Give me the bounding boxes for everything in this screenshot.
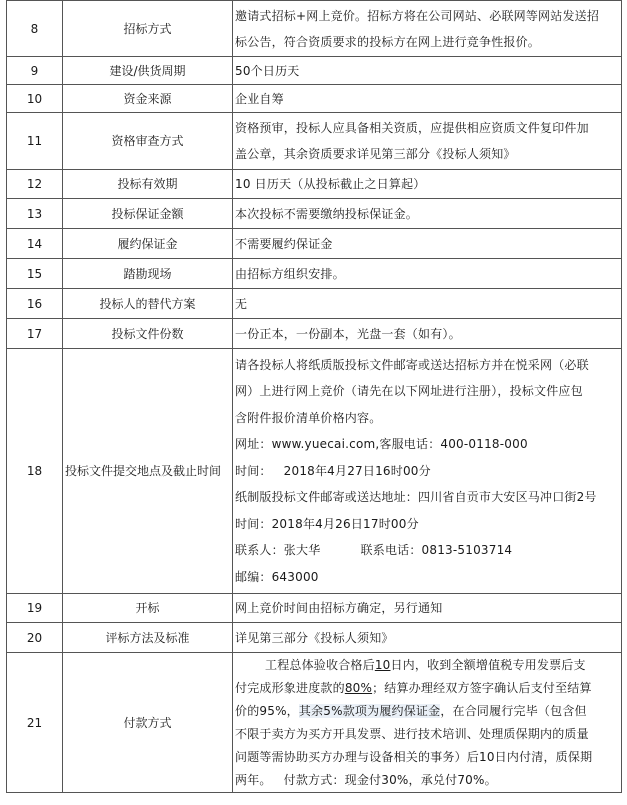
row-content: [233, 85, 622, 113]
bid-info-table: [6, 0, 622, 793]
table-row: [7, 85, 622, 113]
table-row: [7, 349, 622, 594]
row-number: 16: [7, 289, 63, 319]
table-row: [7, 1, 622, 57]
row-item: 付款方式: [63, 653, 233, 793]
row-content: [233, 349, 622, 594]
payment-line: 问题等需协助买方办理与设备相关的事务）后10日内付清，质保期: [235, 749, 593, 764]
table-row: [7, 653, 622, 793]
row-item: 资格审查方式: [63, 113, 233, 170]
row-content: [233, 623, 622, 653]
row-number: 15: [7, 259, 63, 289]
content-line: 含附件报价清单价格内容。: [235, 410, 382, 425]
row-number: 18: [7, 349, 63, 594]
row-item: 投标文件份数: [63, 319, 233, 349]
content-line: 由招标方组织安排。: [235, 266, 345, 281]
row-item: 开标: [63, 594, 233, 623]
row-content: [233, 113, 622, 170]
content-line: 详见第三部分《投标人须知》: [235, 630, 394, 645]
row-content: [233, 653, 622, 793]
row-item: 资金来源: [63, 85, 233, 113]
payment-line: [235, 654, 619, 677]
table-row: [7, 170, 622, 199]
row-content: [233, 57, 622, 85]
address-line: 纸制版投标文件邮寄或送达地址：四川省自贡市大安区马冲口街2号: [235, 490, 597, 505]
row-item: 投标文件提交地点及截止时间: [63, 349, 233, 594]
table-row: [7, 113, 622, 170]
payment-line: 两年。 付款方式：现金付30%，承兑付70%。: [235, 772, 497, 787]
row-number: 9: [7, 57, 63, 85]
row-content: [233, 289, 622, 319]
table-row: [7, 259, 622, 289]
content-line: 企业自筹: [235, 91, 284, 106]
time-line: 时间： 2018年4月27日16时00分: [235, 463, 431, 478]
content-line: 请各投标人将纸质版投标文件邮寄或送达招标方并在悦采网（必联: [235, 357, 589, 372]
row-item: 投标人的替代方案: [63, 289, 233, 319]
content-line: 网）上进行网上竞价（请先在以下网址进行注册），投标文件应包: [235, 384, 583, 399]
row-content: [233, 259, 622, 289]
payment-percent: 80%: [344, 680, 373, 695]
row-item: 建设/供货周期: [63, 57, 233, 85]
row-number: 21: [7, 653, 63, 793]
table-row: [7, 623, 622, 653]
payment-days: 10: [374, 657, 391, 672]
row-content: [233, 170, 622, 199]
row-content: [233, 1, 622, 57]
row-item: 履约保证金: [63, 229, 233, 259]
row-item: 评标方法及标准: [63, 623, 233, 653]
content-line: 盖公章，其余资质要求详见第三部分《投标人须知》: [235, 147, 516, 161]
row-number: 12: [7, 170, 63, 199]
row-item: 踏勘现场: [63, 259, 233, 289]
payment-text: 付完成形象进度款的: [235, 680, 345, 695]
payment-highlight: 其余5%款项为履约保证金: [298, 703, 441, 718]
row-item: 投标有效期: [63, 170, 233, 199]
payment-text: ；结算办理经双方签字确认后支付至结算: [372, 680, 592, 695]
row-number: 11: [7, 113, 63, 170]
payment-line: 不限于卖方为买方开具发票、进行技术培训、处理质保期内的质量: [235, 726, 589, 741]
payment-text: 价的95%，: [235, 703, 299, 718]
contact-line: 联系人：张大华 联系电话：0813-5103714: [235, 543, 513, 558]
website-line: 网址：www.yuecai.com,客服电话：400-0118-000: [235, 437, 528, 452]
content-line: 50个日历天: [235, 63, 300, 78]
row-number: 20: [7, 623, 63, 653]
row-item: 招标方式: [63, 1, 233, 57]
row-content: [233, 319, 622, 349]
table-row: [7, 289, 622, 319]
table-row: [7, 594, 622, 623]
row-number: 19: [7, 594, 63, 623]
row-number: 10: [7, 85, 63, 113]
content-line: 标公告，符合资质要求的投标方在网上进行竞争性报价。: [235, 34, 541, 49]
row-number: 8: [7, 1, 63, 57]
content-line: 资格预审，投标人应具备相关资质，应提供相应资质文件复印件加: [235, 121, 589, 135]
time-line: 时间：2018年4月26日17时00分: [235, 516, 419, 531]
row-number: 13: [7, 199, 63, 229]
payment-text: ，在合同履行完毕（包含但: [440, 703, 587, 718]
row-number: 17: [7, 319, 63, 349]
content-line: 网上竞价时间由招标方确定，另行通知: [235, 601, 443, 615]
row-number: 14: [7, 229, 63, 259]
content-line: 10 日历天（从投标截止之日算起）: [235, 177, 426, 191]
payment-text: 日内，收到全额增值税专用发票后支: [390, 657, 586, 672]
content-line: 邀请式招标+网上竞价。招标方将在公司网站、必联网等网站发送招: [235, 8, 600, 23]
row-item: 投标保证金额: [63, 199, 233, 229]
table-row: [7, 229, 622, 259]
postcode-line: 邮编：643000: [235, 569, 319, 584]
content-line: 一份正本，一份副本，光盘一套（如有）。: [235, 326, 461, 341]
payment-line: [235, 677, 619, 700]
payment-line: [235, 700, 619, 723]
row-content: [233, 199, 622, 229]
row-content: [233, 229, 622, 259]
table-row: [7, 57, 622, 85]
content-line: 不需要履约保证金: [235, 236, 333, 251]
row-content: [233, 594, 622, 623]
table-row: [7, 199, 622, 229]
table-row: [7, 319, 622, 349]
content-line: 无: [235, 296, 248, 311]
content-line: 本次投标不需要缴纳投标保证金。: [235, 206, 419, 221]
payment-text: 工程总体验收合格后: [265, 657, 375, 672]
